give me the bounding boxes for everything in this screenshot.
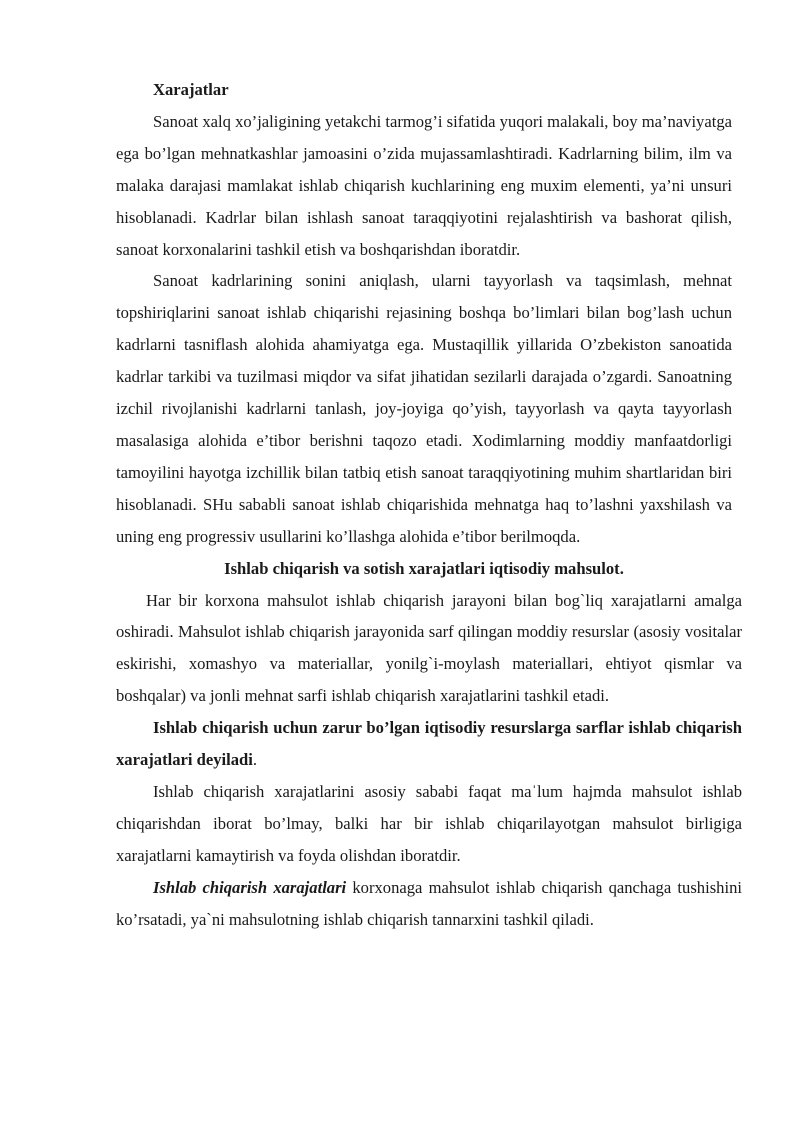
paragraph-cadres-intro: Sanoat xalq xo’jaligining yetakchi tarmog’i sifatida yuqori malakali, boy ma’naviyatga ega bo’lgan mehnatkashlar jamoasini o’zida mujassamlashtiradi. Kadrlarning bilim, ilm va malaka darajasi mamlakat ishlab chiqarish kuchlarining eng muxim elementi, ya’ni unsuri hisoblanadi. Kadrlar bilan ishlash sanoat taraqqiyotini rejalashtirish va bashorat qilish, sanoat korxonalarini tashkil etish va boshqarishdan iboratdir. <box>116 111 732 259</box>
definition-bold-text: Ishlab chiqarish uchun zarur bo’lgan iqtisodiy resurslarga sarflar ishlab chiqarish xarajatlari deyiladi <box>116 718 742 770</box>
paragraph-cost-meaning <box>116 872 742 936</box>
paragraph-cadres-detail: Sanoat kadrlarining sonini aniqlash, ularni tayyorlash va taqsimlash, mehnat topshiriqlarini sanoat ishlab chiqarishi rejasining boshqa bo’limlari bilan bog’lash uchun kadrlarni tasniflash alohida ahamiyatga ega. Mustaqillik yillarida O’zbekiston sanoatida kadrlar tarkibi va tuzilmasi miqdor va sifat jihatidan sezilarli darajada o’zgardi. Sanoatning izchil rivojlanishi kadrlarni tanlash, joy-joyiga qo’yish, tayyorlash va qayta tayyorlash masalasiga alohida e’tibor berishni taqozo etadi. Xodimlarning moddiy manfaatdorligi tamoyilini hayotga izchillik bilan tatbiq etish sanoat taraqqiyotining muhim shartlaridan biri hisoblanadi. SHu sababli sanoat ishlab chiqarishida mehnatga haq to’lashni yaxshilash va uning eng progressiv usullarini ko’llashga alohida e’tibor berilmoqda. <box>116 271 732 546</box>
subsection-heading: Ishlab chiqarish va sotish xarajatlari iqtisodiy mahsulot. <box>224 558 624 578</box>
term-explanation: korxonaga mahsulot ishlab chiqarish qanchaga tushishini ko’rsatadi, ya`ni mahsulotning ishlab chiqarish tannarxini tashkil qiladi. <box>116 877 742 929</box>
term-bold-italic: Ishlab chiqarish xarajatlari <box>153 877 347 897</box>
paragraph-definition <box>116 712 742 776</box>
definition-end: . <box>252 750 258 770</box>
paragraph-production-costs: Har bir korxona mahsulot ishlab chiqarish jarayoni bilan bog`liq xarajatlarni amalga oshiradi. Mahsulot ishlab chiqarish jarayonida sarf qilingan moddiy resurslar (asosiy vositalar eskirishi, xomashyo va materiallar, yonilg`i-moylash materiallari, ehtiyot qismlar va boshqalar) va jonli mehnat sarfi ishlab chiqarish xarajatlarini tashkil etadi. <box>116 590 742 706</box>
document-page <box>116 74 742 935</box>
paragraph-cost-reason: Ishlab chiqarish xarajatlarini asosiy sababi faqat maˈlum hajmda mahsulot ishlab chiqarishdan iborat bo’lmay, balki har bir ishlab chiqarilayotgan mahsulot birligiga xarajatlarni kamaytirish va foyda olishdan iboratdir. <box>116 781 742 865</box>
section-heading: Xarajatlar <box>153 80 229 99</box>
